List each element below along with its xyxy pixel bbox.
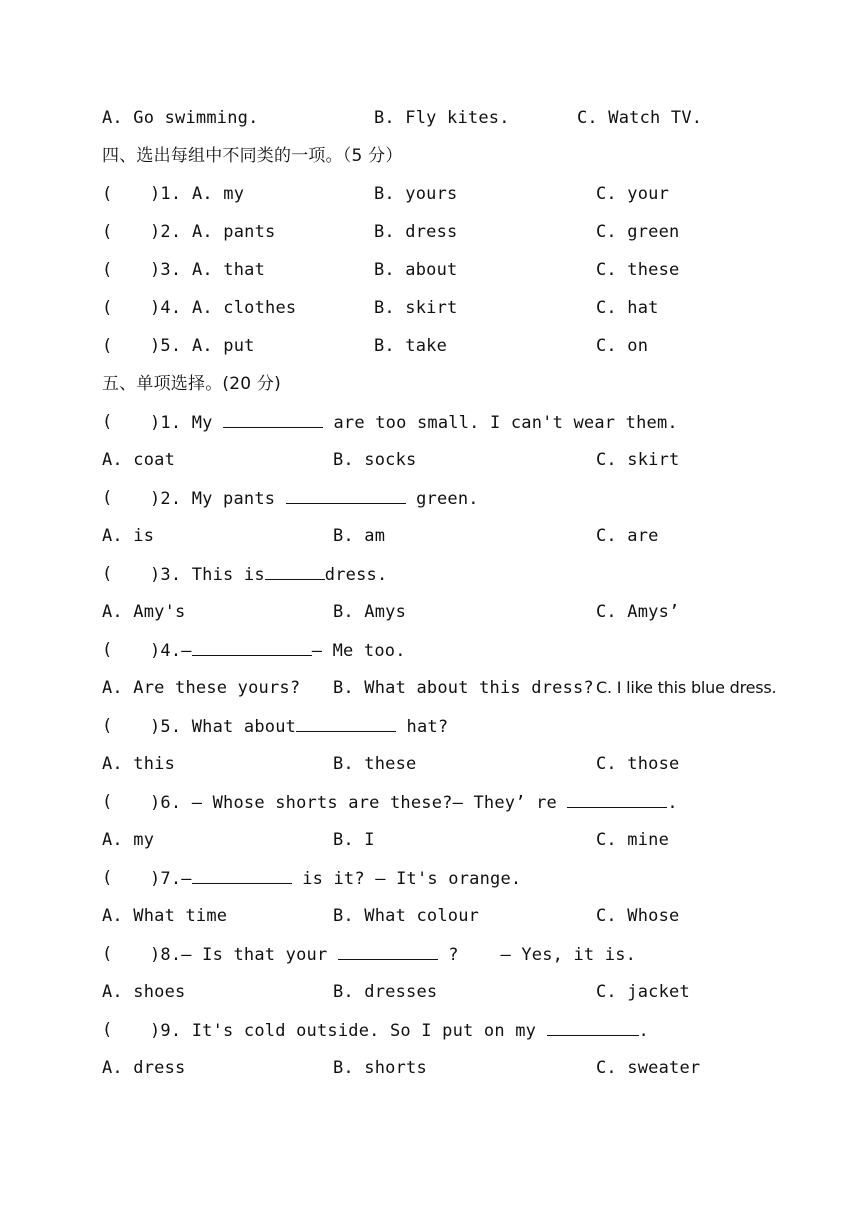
- question-text-end: .: [638, 1021, 649, 1041]
- question-2-options: [0, 523, 860, 549]
- question-8: [0, 941, 860, 967]
- answer-paren: (: [102, 488, 113, 508]
- option-a: A. my: [102, 830, 155, 850]
- option-c: C. jacket: [596, 982, 690, 1002]
- option-b: B. these: [333, 754, 417, 774]
- answer-paren: (: [102, 336, 113, 356]
- answer-paren: (: [102, 868, 113, 888]
- section4-item-4: [0, 295, 860, 321]
- blank-line[interactable]: [223, 409, 323, 428]
- option-c: C. mine: [596, 830, 670, 850]
- question-text: )8.— Is that your: [150, 945, 328, 965]
- blank-line[interactable]: [192, 637, 312, 656]
- question-text: )4.—: [150, 641, 192, 661]
- question-6-options: [0, 827, 860, 853]
- answer-paren: (: [102, 298, 113, 318]
- option-a: A. is: [102, 526, 155, 546]
- question-3: [0, 561, 860, 587]
- section3-options: [0, 105, 860, 131]
- item-number: )2.: [150, 222, 182, 242]
- question-text: )1. My: [150, 413, 213, 433]
- question-text: )6. — Whose shorts are these?— They’ re: [150, 793, 557, 813]
- answer-paren: (: [102, 1020, 113, 1040]
- answer-paren: (: [102, 222, 113, 242]
- section4-item-5: [0, 333, 860, 359]
- section4-item-2: [0, 219, 860, 245]
- item-number: )1.: [150, 184, 182, 204]
- answer-paren: (: [102, 412, 113, 432]
- blank-line[interactable]: [547, 1017, 639, 1036]
- option-c: C. are: [596, 526, 659, 546]
- question-2: [0, 485, 860, 511]
- question-1-options: [0, 447, 860, 473]
- item-number: )5.: [150, 336, 182, 356]
- option-b: B. dress: [374, 222, 458, 242]
- option-c: C. I like this blue dress.: [596, 678, 777, 697]
- option-c: C. your: [596, 184, 670, 204]
- question-7-options: [0, 903, 860, 929]
- option-b: B. yours: [374, 184, 458, 204]
- question-9: [0, 1017, 860, 1043]
- option-a: A. shoes: [102, 982, 186, 1002]
- question-8-options: [0, 979, 860, 1005]
- option-c: C. green: [596, 222, 680, 242]
- option-a: A. dress: [102, 1058, 186, 1078]
- option-b: B. socks: [333, 450, 417, 470]
- option-c: C. those: [596, 754, 680, 774]
- question-text: )3. This is: [150, 565, 265, 585]
- question-text-end: dress.: [324, 565, 388, 585]
- answer-paren: (: [102, 564, 113, 584]
- option-b: B. about: [374, 260, 458, 280]
- blank-line[interactable]: [265, 561, 325, 580]
- question-3-options: [0, 599, 860, 625]
- option-b: B. skirt: [374, 298, 458, 318]
- option-a: A. Amy's: [102, 602, 186, 622]
- question-1: [0, 409, 860, 435]
- item-number: )4.: [150, 298, 182, 318]
- question-text: )9. It's cold outside. So I put on my: [150, 1021, 537, 1041]
- question-text-end: green.: [416, 489, 479, 509]
- answer-paren: (: [102, 260, 113, 280]
- section4-item-1: [0, 181, 860, 207]
- option-a: A. put: [192, 336, 255, 356]
- question-text-end: hat?: [406, 717, 449, 737]
- blank-line[interactable]: [296, 713, 396, 732]
- answer-paren: (: [102, 716, 113, 736]
- option-c: C. sweater: [596, 1058, 701, 1078]
- question-4: [0, 637, 860, 663]
- option-a: A. this: [102, 754, 176, 774]
- option-b: B. shorts: [333, 1058, 427, 1078]
- question-5: [0, 713, 860, 739]
- option-b: B. Amys: [333, 602, 407, 622]
- question-text-end: — Me too.: [311, 641, 406, 661]
- option-a: A. my: [192, 184, 245, 204]
- option-c: C. hat: [596, 298, 659, 318]
- blank-line[interactable]: [192, 865, 292, 884]
- option-c: C. Watch TV.: [577, 108, 703, 128]
- answer-paren: (: [102, 944, 113, 964]
- option-b: B. What colour: [333, 906, 480, 926]
- blank-line[interactable]: [286, 485, 406, 504]
- option-b: B. dresses: [333, 982, 438, 1002]
- question-text-end: .: [667, 793, 678, 813]
- option-c: C. these: [596, 260, 680, 280]
- question-text-end: is it? — It's orange.: [302, 869, 522, 889]
- option-a: A. Go swimming.: [102, 108, 259, 128]
- option-b: B. am: [333, 526, 386, 546]
- section4-item-3: [0, 257, 860, 283]
- option-c: C. Amys’: [596, 602, 680, 622]
- question-text: )5. What about: [150, 717, 297, 737]
- blank-line[interactable]: [338, 941, 438, 960]
- option-b: B. I: [333, 830, 375, 850]
- question-4-options: [0, 675, 860, 701]
- option-a: A. that: [192, 260, 266, 280]
- option-c: C. on: [596, 336, 649, 356]
- option-c: C. skirt: [596, 450, 680, 470]
- item-number: )3.: [150, 260, 182, 280]
- option-a: A. coat: [102, 450, 176, 470]
- option-b: B. take: [374, 336, 448, 356]
- blank-line[interactable]: [567, 789, 667, 808]
- section5-heading: 五、单项选择。(20 分): [102, 374, 281, 394]
- option-a: A. clothes: [192, 298, 297, 318]
- question-5-options: [0, 751, 860, 777]
- section4-heading: 四、选出每组中不同类的一项。（5 分）: [102, 146, 403, 166]
- option-a: A. Are these yours?: [102, 678, 301, 698]
- question-9-options: [0, 1055, 860, 1081]
- answer-paren: (: [102, 640, 113, 660]
- option-a: A. pants: [192, 222, 276, 242]
- option-c: C. Whose: [596, 906, 680, 926]
- option-a: A. What time: [102, 906, 228, 926]
- question-text: )7.—: [150, 869, 192, 889]
- question-text: )2. My pants: [150, 489, 276, 509]
- question-7: [0, 865, 860, 891]
- question-text-end: are too small. I can't wear them.: [333, 413, 678, 433]
- question-6: [0, 789, 860, 815]
- question-text-end: ? — Yes, it is.: [448, 945, 637, 965]
- option-b: B. What about this dress?: [333, 678, 594, 698]
- option-b: B. Fly kites.: [374, 108, 510, 128]
- answer-paren: (: [102, 184, 113, 204]
- answer-paren: (: [102, 792, 113, 812]
